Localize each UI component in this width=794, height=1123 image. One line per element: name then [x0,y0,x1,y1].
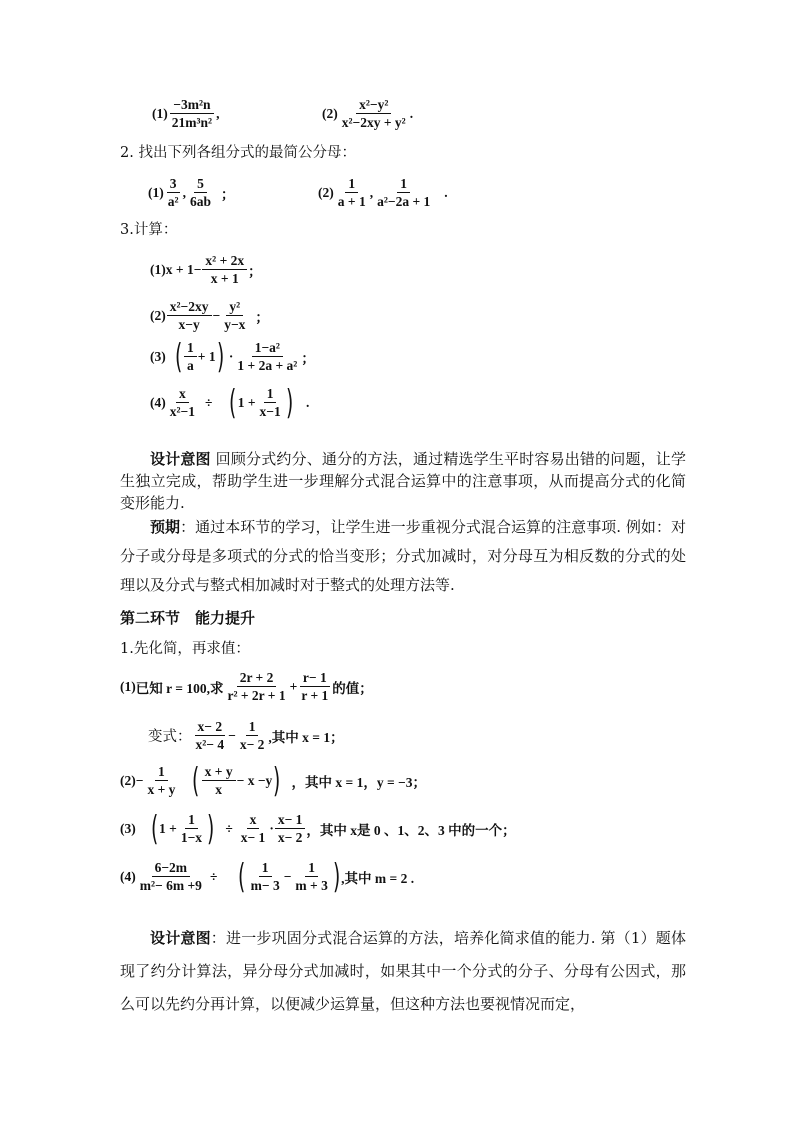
denominator: x²−1 [169,404,195,419]
fraction [238,812,269,845]
numerator: 1 [305,860,318,877]
operator: − [135,772,144,788]
design-intent-1 [120,448,686,514]
denominator: r² + 2r + 1 [227,688,286,703]
exercise-label: (4) [120,868,136,884]
fraction [237,719,268,752]
fraction [298,670,331,703]
denominator: x²−2xy + y² [341,115,406,130]
numerator: −3m²n [170,97,213,114]
numerator: 6−2m [152,860,190,877]
numerator: 1 [185,812,198,829]
numerator: 2r + 2 [237,670,277,687]
fraction [275,812,306,845]
section-2-title: 第二环节 能力提升 [120,609,256,627]
denominator: 6ab [189,194,211,209]
expression: + 1 [197,348,216,364]
denominator: x + 1 [210,271,239,286]
denominator: a [187,358,194,373]
expression: ,其中 x = 1； [268,729,344,745]
fraction [224,670,288,703]
fraction [335,176,369,209]
expression: 的值； [332,680,373,696]
question-2-part-2: (2) $\frac{1}{a + 1}$ , $\frac{1}{\text{a²−2a + 1}}$ . [318,176,448,209]
fraction [184,340,197,373]
fraction [169,97,215,130]
expression: 1 + [237,394,256,410]
denominator: x [215,782,223,797]
expect-text: ：通过本环节的学习，让学生进一步重视分式混合运算的注意事项. 例如：对分子或分母是多项式的分式的恰当变形；分式加减时，对分母互为相反数的分式的处理以及分式与整式相加减时对于整式的处理方法等. [120,518,686,594]
numerator: x− 1 [275,812,306,829]
denominator: a² [167,194,179,209]
expression: x + 1− [165,261,202,277]
question-3-part-2 [150,299,269,332]
problem-1 [120,670,373,703]
fraction [234,340,300,373]
question-2-part-1: (1) $\frac{3}{\text{a²}}$ , $\frac{5}{6ab}$ ； [148,176,235,209]
exercise-label: (3) [150,348,166,364]
numerator: 1 [264,386,277,403]
punct: ； [220,186,235,202]
fraction [144,764,178,797]
exercise-label: (1) [152,105,168,121]
fraction [187,176,214,209]
exercise-label: (2) [318,184,334,200]
numerator: 3 [167,176,180,193]
numerator: x² + 2x [202,253,247,270]
intent-text: ：进一步巩固分式混合运算的方法，培养化简求值的能力. 第（1）题体现了约分计算法，异分母分式加减时，如果其中一个分式的分子、分母有公因式，那么可以先约分再计算，以便减少运算量，但这种方法也要视情况而定， [120,929,686,1013]
expression: 1 + [159,820,177,836]
numerator: 1 [246,719,259,736]
fraction [257,386,284,419]
exercise-1-1 [152,97,219,130]
denominator: x + y [147,782,176,797]
numerator: 1 [397,176,410,193]
numerator: x²−y² [356,97,391,114]
exercise-label: (1) [148,184,164,200]
exercise-label: (2) [322,105,338,121]
expression: ，其中 x是 0 、1、2、3 中的一个； [306,822,516,838]
denominator: x− 2 [239,737,265,752]
exercise-label: (1) [120,678,136,694]
fraction [178,812,205,845]
numerator: 1 [259,860,272,877]
design-intent-2 [120,922,686,1021]
denominator: m²− 6m +9 [139,878,202,893]
problem-3: (3) ( 1 + $\frac{1}{1-x}$ ) ÷ $\frac{x}{x- 1}$ · $\frac{x- 1}{x- 2}$ ，其中 x是 0 、1、2、3 中的一个； [120,808,516,849]
fraction [137,860,205,893]
numerator: 1 [184,340,197,357]
numerator: 1 [155,764,168,781]
expression: 已知 r = 100,求 [135,680,224,696]
denominator: x−1 [259,404,281,419]
exercise-label: (2) [120,772,136,788]
variant-label: 变式： [148,729,192,745]
numerator: 1−a² [252,340,283,357]
exercise-1-2 [322,97,413,130]
exercise-label: (2) [150,307,166,323]
question-3-title: 3.计算： [120,222,178,238]
denominator: a + 1 [337,194,366,209]
operator: − [283,868,292,884]
operator: − [212,307,221,323]
numerator: 5 [194,176,207,193]
denominator: m + 3 [295,878,328,893]
operator: · [269,820,274,836]
denominator: 1−x [180,830,203,845]
exercise-label: (1) [150,261,166,277]
fraction [339,97,409,130]
punct: ； [248,263,262,279]
numerator: y² [226,299,243,316]
numerator: r− 1 [300,670,330,687]
question-3-part-1 [150,253,262,286]
question-3-part-3: (3) ( $\frac{1}{a}$ + 1 ) · $\frac{\text{1−a²}}{\text{1 + 2a + a²}}$ ； [150,336,315,377]
fraction [292,860,330,893]
punct: ； [255,309,269,325]
operator: ÷ [225,820,233,836]
numerator: 1 [345,176,358,193]
fraction [374,176,433,209]
exercise-label: (4) [150,394,166,410]
operator: ÷ [205,394,213,410]
numerator: x− 2 [195,719,226,736]
expression: ,其中 m = 2 . [341,870,415,886]
numerator: x [247,812,260,829]
problem-2: (2) − $\frac{1}{x + y}$ ( $\frac{x + y}{x}$ − x −y ) ，其中 x = 1，y = −3； [120,760,426,801]
punct: . [409,105,414,121]
expectation [120,513,686,600]
question-2-title: 2. 找出下列各组分式的最简公分母： [120,145,356,161]
punct: . [305,394,310,410]
intent-label: 设计意图 [150,929,211,947]
fraction [221,299,248,332]
fraction [202,764,236,797]
operator: + [289,678,298,694]
operator: − [228,727,236,743]
numerator: x²−2xy [167,299,212,316]
numerator: x + y [202,764,236,781]
fraction [202,253,247,286]
question-3-part-4: (4) $\frac{x}{\text{x²−1}}$ ÷ ( 1 + $\frac{1}{x-1}$ ) . [150,382,310,423]
exercise-label: (3) [120,820,136,836]
denominator: r + 1 [301,688,329,703]
operator: · [228,348,234,364]
punct: ； [301,350,315,366]
fraction [167,386,198,419]
expression: − x −y [236,772,273,788]
denominator: 1 + 2a + a² [237,358,298,373]
numerator: x [176,386,189,403]
expect-label: 预期 [150,518,181,536]
expression: ，其中 x = 1，y = −3； [291,774,426,790]
denominator: 21m³n² [171,115,213,130]
denominator: x−y [178,317,200,332]
punct: . [444,184,448,200]
denominator: y−x [224,317,246,332]
fraction [248,860,283,893]
denominator: x− 2 [277,830,303,845]
section-2-question-1: 1.先化简，再求值： [120,641,250,657]
denominator: a²−2a + 1 [377,194,431,209]
intent-label: 设计意图 [150,450,211,468]
problem-4: (4) $\frac{6-2m}{\text{m²− 6m +9}}$ ÷ ( $\frac{1}{m- 3}$ − $\frac{1}{m + 3}$ ) ,其中 m = 2 . [120,856,415,897]
intent-text: 回顾分式约分、通分的方法，通过精选学生平时容易出错的问题，让学生独立完成，帮助学生进一步理解分式混合运算中的注意事项，从而提高分式的化简变形能力. [120,450,686,512]
fraction [193,719,228,752]
operator: ÷ [209,868,218,884]
denominator: m− 3 [250,878,280,893]
punct: , [216,105,220,121]
variant-problem [148,719,344,752]
fraction [165,176,182,209]
denominator: x− 1 [240,830,266,845]
denominator: x²− 4 [195,737,225,752]
fraction [167,299,212,332]
